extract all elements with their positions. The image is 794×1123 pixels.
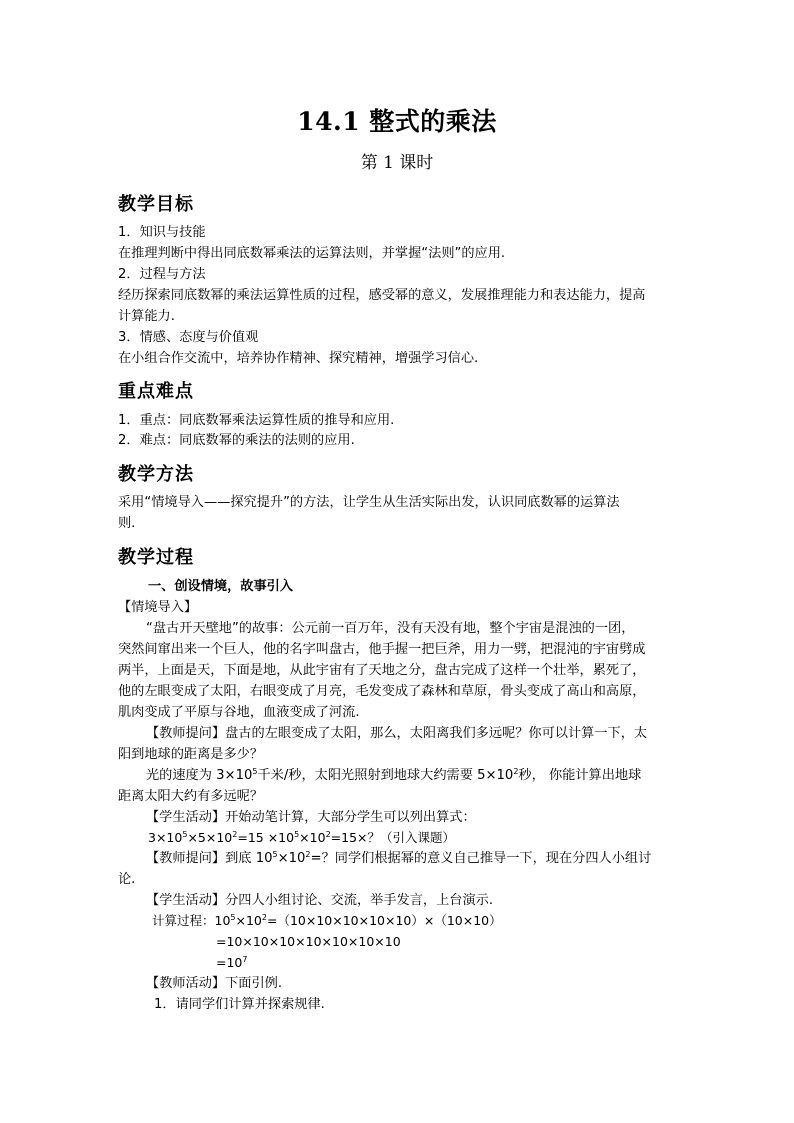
speed-line-cont: 距离太阳大约有多远呢？ xyxy=(118,789,264,804)
student-activity-1: 【学生活动】开始动笔计算，大部分学生可以列出算式： xyxy=(146,810,476,825)
story-line: 突然间窜出来一个巨人，他的名字叫盘古，他手握一把巨斧，用力一劈，把混沌的宇宙劈成 xyxy=(118,642,646,657)
objectives-item: 经历探索同底数幂的乘法运算性质的过程，感受幂的意义，发展推理能力和表达能力，提高 xyxy=(118,288,646,303)
student-activity-2: 【学生活动】分四人小组讨论、交流，举手发言，上台演示. xyxy=(146,893,494,908)
intro-label: 【情境导入】 xyxy=(118,600,198,615)
key-points-heading: 重点难点 xyxy=(118,381,194,402)
story-line: “盘古开天壁地”的故事：公元前一百万年，没有天没有地，整个宇宙是混浊的一团， xyxy=(146,621,635,636)
key-points-item: 1．重点：同底数幂乘法运算性质的推导和应用. xyxy=(118,413,395,428)
objectives-item: 在小组合作交流中，培养协作精神、探究精神，增强学习信心. xyxy=(118,351,479,366)
objectives-item: 1．知识与技能 xyxy=(118,225,206,240)
methods-line: 采用“情境导入——探究提升”的方法，让学生从生活实际出发，认识同底数幂的运算法 xyxy=(118,495,620,510)
speed-line: 光的速度为 $3\times 10^5$千米/秒，太阳光照射到地球大约需要 $5\times 10^2$秒， 你能计算出地球 xyxy=(146,767,642,783)
story-line: 他的左眼变成了太阳，右眼变成了月亮，毛发变成了森林和草原，骨头变成了高山和高原， xyxy=(118,684,646,699)
key-points-item: 2．难点：同底数幂的乘法的法则的应用. xyxy=(118,433,355,448)
calc-line-2: =10×10×10×10×10×10×10 xyxy=(216,934,401,949)
objectives-item: 计算能力. xyxy=(118,309,175,324)
objectives-item: 在推理判断中得出同底数幂乘法的运算法则，并掌握“法则”的应用. xyxy=(118,246,506,261)
story-line: 肌肉变成了平原与谷地，血液变成了河流. xyxy=(118,705,360,720)
formula-line: $3\times 10^5\times 5\times 10^2=15 \times 10^5\times 10^2=15\times$？（引入课题） xyxy=(148,830,456,845)
calc-line: 计算过程：$10^5\times 10^2=(10\times 10\times 10\times 10\times 10)\times(10\times 10)$ xyxy=(152,913,502,928)
methods-line: 则. xyxy=(118,516,136,531)
explore-item: 1．请同学们计算并探索规律. xyxy=(154,997,325,1012)
teacher-question-1-cont: 阳到地球的距离是多少？ xyxy=(118,747,264,762)
teacher-question-2: 【教师提问】到底 $10^5\times 10^2=$？同学们根据幂的意义自己推导一下，现在分四人小组讨 xyxy=(146,850,652,866)
process-heading: 教学过程 xyxy=(118,547,194,568)
objectives-item: 2．过程与方法 xyxy=(118,267,206,282)
objectives-heading: 教学目标 xyxy=(118,194,194,215)
teacher-question-1: 【教师提问】盘古的左眼变成了太阳，那么，太阳离我们多远呢？你可以计算一下，太 xyxy=(146,726,648,741)
process-subheading: 一、创设情境，故事引入 xyxy=(148,579,294,594)
teacher-activity: 【教师活动】下面引例. xyxy=(146,976,283,991)
page-title: 14.1 整式的乘法 xyxy=(297,107,497,136)
calc-line-3: $=10^7$ xyxy=(216,955,248,970)
page-subtitle: 第 1 课时 xyxy=(360,153,434,173)
teacher-question-2-cont: 论. xyxy=(118,872,136,887)
methods-heading: 教学方法 xyxy=(118,464,194,485)
objectives-item: 3．情感、态度与价值观 xyxy=(118,330,259,345)
story-line: 两半，上面是天，下面是地，从此宇宙有了天地之分，盘古完成了这样一个壮举，累死了， xyxy=(118,663,646,678)
